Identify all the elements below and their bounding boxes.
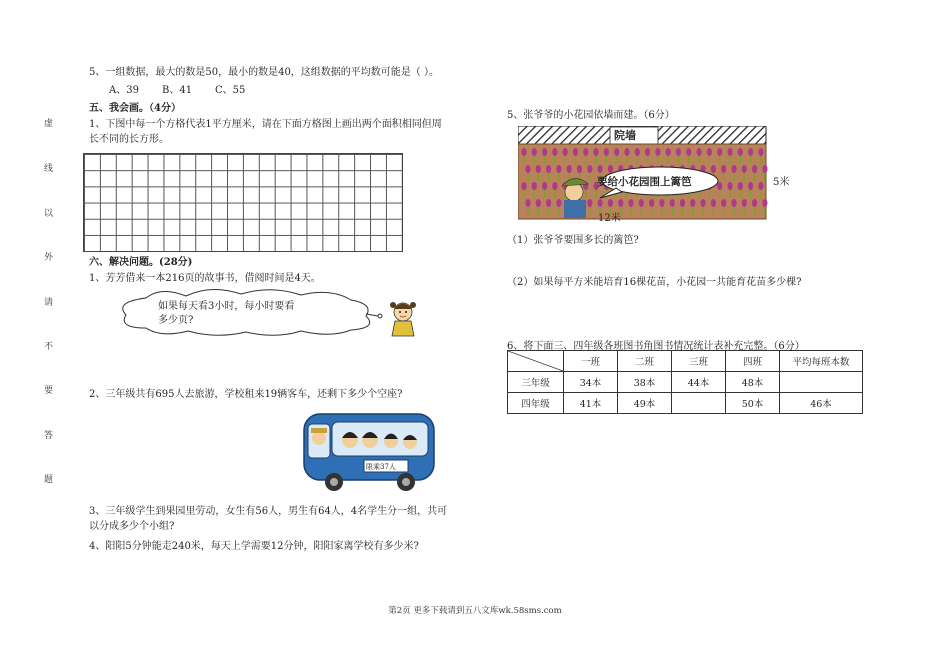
- table-header: 三班: [672, 351, 726, 372]
- flower-bloom: [598, 165, 603, 173]
- flower-bloom: [670, 199, 675, 207]
- row-label: 三年级: [508, 372, 564, 393]
- table-cell: 34本: [564, 372, 618, 393]
- flower-bloom: [727, 148, 732, 156]
- margin-char: 不: [44, 342, 54, 352]
- flower-bloom: [573, 148, 578, 156]
- diagonal-line: [508, 351, 563, 371]
- flower-bloom: [758, 148, 763, 156]
- row-label: 四年级: [508, 393, 564, 414]
- flower-bloom: [525, 199, 530, 207]
- flower-bloom: [697, 148, 702, 156]
- flower-bloom: [525, 165, 530, 173]
- right-q5-sub1: （1）张爷爷要围多长的篱笆?: [507, 235, 639, 246]
- flower-bloom: [536, 165, 541, 173]
- table-corner-cell: [508, 351, 564, 372]
- flower-bloom: [666, 148, 671, 156]
- flower-bloom: [731, 199, 736, 207]
- margin-char: 要: [44, 386, 54, 396]
- bus-illustration: [302, 410, 438, 492]
- flower-bloom: [738, 148, 743, 156]
- table-header: 二班: [618, 351, 672, 372]
- flower-bloom: [645, 148, 650, 156]
- bus-capacity-sign: 限乘37人: [366, 463, 396, 471]
- flower-bloom: [598, 199, 603, 207]
- flower-bloom: [680, 199, 685, 207]
- section-5-q1-line1: 1、下图中每一个方格代表1平方厘米，请在下面方格图上画出两个面积相同但周: [89, 119, 442, 130]
- table-cell: 38本: [618, 372, 672, 393]
- page-footer: 第2页 更多下载请到五八文库wk.58sms.com: [388, 606, 562, 616]
- flower-bloom: [752, 199, 757, 207]
- table-cell: 49本: [618, 393, 672, 414]
- flower-bloom: [594, 148, 599, 156]
- flower-bloom: [655, 148, 660, 156]
- flower-bloom: [536, 199, 541, 207]
- flower-bloom: [618, 199, 623, 207]
- section-5-q1-line2: 长不同的长方形。: [89, 134, 169, 145]
- flower-bloom: [587, 199, 592, 207]
- flower-bloom: [721, 165, 726, 173]
- flower-bloom: [587, 165, 592, 173]
- margin-char: 以: [44, 209, 54, 219]
- flower-bloom: [639, 199, 644, 207]
- flower-bloom: [546, 165, 551, 173]
- flower-bloom: [762, 165, 767, 173]
- margin-char: 答: [44, 431, 54, 441]
- flower-bloom: [608, 199, 613, 207]
- flower-bloom: [721, 199, 726, 207]
- table-row: [508, 372, 863, 393]
- garden-illustration: [518, 126, 768, 220]
- section-6-title: 六、解决问题。(28分): [89, 257, 193, 268]
- flower-bloom: [711, 199, 716, 207]
- flower-bloom: [577, 165, 582, 173]
- margin-char: 外: [44, 253, 54, 263]
- flower-bloom: [649, 199, 654, 207]
- section-6-q3-line1: 3、三年级学生到果园里劳动，女生有56人，男生有64人，4名学生分一组，共可: [89, 506, 448, 517]
- table-cell-blank[interactable]: [672, 393, 726, 414]
- flower-bloom: [717, 148, 722, 156]
- flower-bloom: [532, 182, 537, 190]
- flower-bloom: [546, 199, 551, 207]
- flower-bloom: [711, 165, 716, 173]
- flower-bloom: [676, 148, 681, 156]
- flower-bloom: [567, 165, 572, 173]
- flower-bloom: [552, 148, 557, 156]
- right-question-6-title: 6、将下面三、四年级各班图书角图书情况统计表补充完整。（6分）: [507, 341, 805, 352]
- flower-bloom: [742, 165, 747, 173]
- flower-bloom: [556, 199, 561, 207]
- garden-height-label: 5米: [773, 177, 790, 188]
- section-6-q3-line2: 以分成多少个小组?: [89, 521, 175, 532]
- cloud-line2: 多少页?: [158, 315, 194, 326]
- flower-bloom: [532, 148, 537, 156]
- flower-bloom: [742, 199, 747, 207]
- table-header: 平均每班本数: [780, 351, 863, 372]
- flower-bloom: [758, 182, 763, 190]
- right-question-5-title: 5、张爷爷的小花园依墙而建。（6分）: [507, 110, 675, 121]
- flower-bloom: [628, 199, 633, 207]
- flower-bloom: [738, 182, 743, 190]
- option-b: B、41: [162, 85, 193, 96]
- section-5-title: 五、我会画。（4分）: [89, 103, 181, 114]
- flower-bloom: [604, 148, 609, 156]
- flower-bloom: [701, 199, 706, 207]
- table-cell: 48本: [726, 372, 780, 393]
- flower-bloom: [608, 165, 613, 173]
- flower-bloom: [521, 148, 526, 156]
- cloud-line1: 如果每天看3小时，每小时要看: [158, 301, 295, 312]
- table-cell-blank[interactable]: [780, 372, 863, 393]
- table-cell: 44本: [672, 372, 726, 393]
- section-6-q4: 4、阳阳5分钟能走240米，每天上学需要12分钟，阳阳家离学校有多少米?: [89, 541, 419, 552]
- flower-bloom: [762, 199, 767, 207]
- flower-bloom: [727, 182, 732, 190]
- section-6-q1: 1、芳芳借来一本216页的故事书，借阅时间是4天。: [89, 273, 321, 284]
- option-a: A、39: [109, 85, 139, 96]
- flower-bloom: [624, 148, 629, 156]
- flower-bloom: [552, 182, 557, 190]
- table-cell: 46本: [780, 393, 863, 414]
- flower-bloom: [686, 148, 691, 156]
- wall-label: 院墙: [614, 129, 636, 142]
- flower-bloom: [614, 148, 619, 156]
- section-6-q2: 2、三年级共有695人去旅游，学校租来19辆客车，还剩下多少个空座?: [89, 389, 403, 400]
- table-cell: 50本: [726, 393, 780, 414]
- table-row: [508, 393, 863, 414]
- flower-bloom: [542, 148, 547, 156]
- flower-bloom: [731, 165, 736, 173]
- margin-char: 请: [44, 298, 54, 308]
- option-c: C、55: [215, 85, 246, 96]
- flower-bloom: [521, 182, 526, 190]
- library-stats-table: [507, 350, 863, 414]
- garden-speech-bubble: 要给小花园围上篱笆: [597, 176, 692, 188]
- flower-bloom: [690, 199, 695, 207]
- flower-bloom: [542, 182, 547, 190]
- question-5-choice: 5、一组数据，最大的数是50，最小的数是40，这组数据的平均数可能是（ ）。: [89, 67, 439, 78]
- flower-bloom: [748, 148, 753, 156]
- table-header: 一班: [564, 351, 618, 372]
- girl-illustration: [383, 298, 423, 338]
- flower-bloom: [659, 199, 664, 207]
- margin-char: 虚: [44, 119, 54, 129]
- drawing-grid[interactable]: [83, 153, 403, 252]
- flower-bloom: [556, 165, 561, 173]
- table-cell: 41本: [564, 393, 618, 414]
- margin-char: 题: [44, 475, 54, 485]
- margin-char: 线: [44, 164, 54, 174]
- flower-bloom: [752, 165, 757, 173]
- garden-width-label: 12米: [598, 213, 621, 224]
- flower-bloom: [635, 148, 640, 156]
- right-q5-sub2: （2）如果每平方米能培育16棵花苗，小花园一共能育花苗多少棵?: [507, 277, 802, 288]
- flower-bloom: [563, 148, 568, 156]
- table-header: 四班: [726, 351, 780, 372]
- flower-bloom: [748, 182, 753, 190]
- flower-bloom: [583, 148, 588, 156]
- flower-bloom: [707, 148, 712, 156]
